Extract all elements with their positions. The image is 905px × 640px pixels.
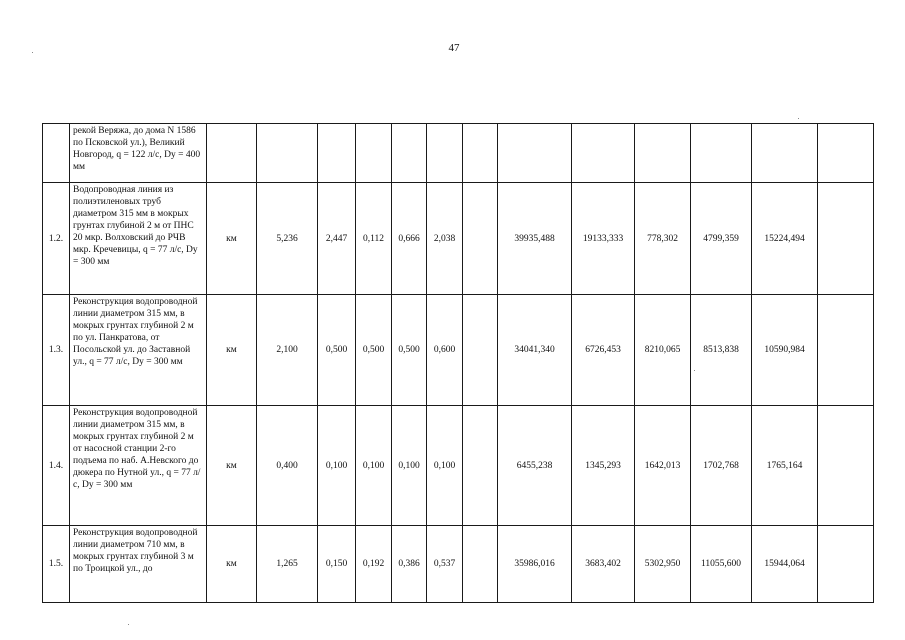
value-cell: 0,192 [356,526,392,603]
value-cell [691,124,752,183]
value-cell [463,295,498,406]
description-cell: Водопроводная линия из полиэтиленовых труб диаметром 315 мм в мокрых грунтах глубиной 2 м от ПНС 20 мкр. Волховский до РЧВ мкр. Кречевицы, q = 77 л/с, Dy = 300 мм [70,183,207,295]
description-cell: Реконструкция водопроводной линии диаметром 315 мм, в мокрых грунтах глубиной 2 м по ул. Панкратова, от Посольской ул. до Заставной ул., q = 77 л/с, Dy = 300 мм [70,295,207,406]
item-number-cell: 1.2. [43,183,70,295]
value-cell: 0,386 [392,526,427,603]
item-number-cell [43,124,70,183]
value-cell: 5302,950 [635,526,691,603]
value-cell: 0,100 [318,406,356,526]
value-cell: 0,500 [392,295,427,406]
unit-cell: км [207,295,257,406]
value-cell: 3683,402 [572,526,635,603]
value-cell: 15944,064 [752,526,818,603]
table-row [43,124,874,183]
value-cell [463,526,498,603]
item-number-cell: 1.4. [43,406,70,526]
value-cell: 1345,293 [572,406,635,526]
table-row [43,183,874,295]
page-number: 47 [448,42,460,54]
unit-cell [207,124,257,183]
value-cell: 0,100 [427,406,463,526]
value-cell: 2,038 [427,183,463,295]
item-number-cell: 1.5. [43,526,70,603]
value-cell [392,124,427,183]
value-cell: 39935,488 [498,183,572,295]
value-cell [498,124,572,183]
description-cell: Реконструкция водопроводной линии диаметром 315 мм, в мокрых грунтах глубиной 2 м от насосной станции 2-го подъема по наб. А.Невского до дюкера по Нутной ул., q = 77 л/с, Dy = 300 мм [70,406,207,526]
value-cell: 34041,340 [498,295,572,406]
unit-cell: км [207,183,257,295]
description-cell: рекой Веряжа, до дома N 1586 по Псковской ул.), Великий Новгород, q = 122 л/с, Dy = 400 мм [70,124,207,183]
value-cell [463,183,498,295]
value-cell [463,124,498,183]
value-cell: 6726,453 [572,295,635,406]
value-cell: 11055,600 [691,526,752,603]
value-cell: 0,500 [356,295,392,406]
value-cell: 19133,333 [572,183,635,295]
value-cell [257,124,318,183]
value-cell [818,183,874,295]
value-cell [463,406,498,526]
value-cell: 0,537 [427,526,463,603]
table-row [43,526,874,603]
value-cell: 0,666 [392,183,427,295]
value-cell: 0,600 [427,295,463,406]
value-cell: 1,265 [257,526,318,603]
value-cell [818,526,874,603]
value-cell: 0,150 [318,526,356,603]
value-cell [318,124,356,183]
value-cell: 1765,164 [752,406,818,526]
value-cell [572,124,635,183]
value-cell: 0,112 [356,183,392,295]
value-cell: 0,100 [392,406,427,526]
value-cell: 0,500 [318,295,356,406]
value-cell: 0,100 [356,406,392,526]
value-cell: 15224,494 [752,183,818,295]
value-cell: 1702,768 [691,406,752,526]
description-cell: Реконструкция водопроводной линии диаметром 710 мм, в мокрых грунтах глубиной 3 м по Троицкой ул., до [70,526,207,603]
unit-cell: км [207,406,257,526]
value-cell: 8210,065 [635,295,691,406]
value-cell [818,124,874,183]
value-cell [427,124,463,183]
value-cell: 8513,838 [691,295,752,406]
value-cell: 10590,984 [752,295,818,406]
value-cell [818,406,874,526]
value-cell: 6455,238 [498,406,572,526]
value-cell [818,295,874,406]
investment-table [42,123,874,603]
value-cell: 1642,013 [635,406,691,526]
item-number-cell: 1.3. [43,295,70,406]
value-cell: 4799,359 [691,183,752,295]
table-row [43,295,874,406]
value-cell: 35986,016 [498,526,572,603]
value-cell [356,124,392,183]
value-cell [635,124,691,183]
value-cell: 2,447 [318,183,356,295]
value-cell: 778,302 [635,183,691,295]
value-cell: 0,400 [257,406,318,526]
table-row [43,406,874,526]
value-cell [752,124,818,183]
value-cell: 5,236 [257,183,318,295]
unit-cell: км [207,526,257,603]
value-cell: 2,100 [257,295,318,406]
